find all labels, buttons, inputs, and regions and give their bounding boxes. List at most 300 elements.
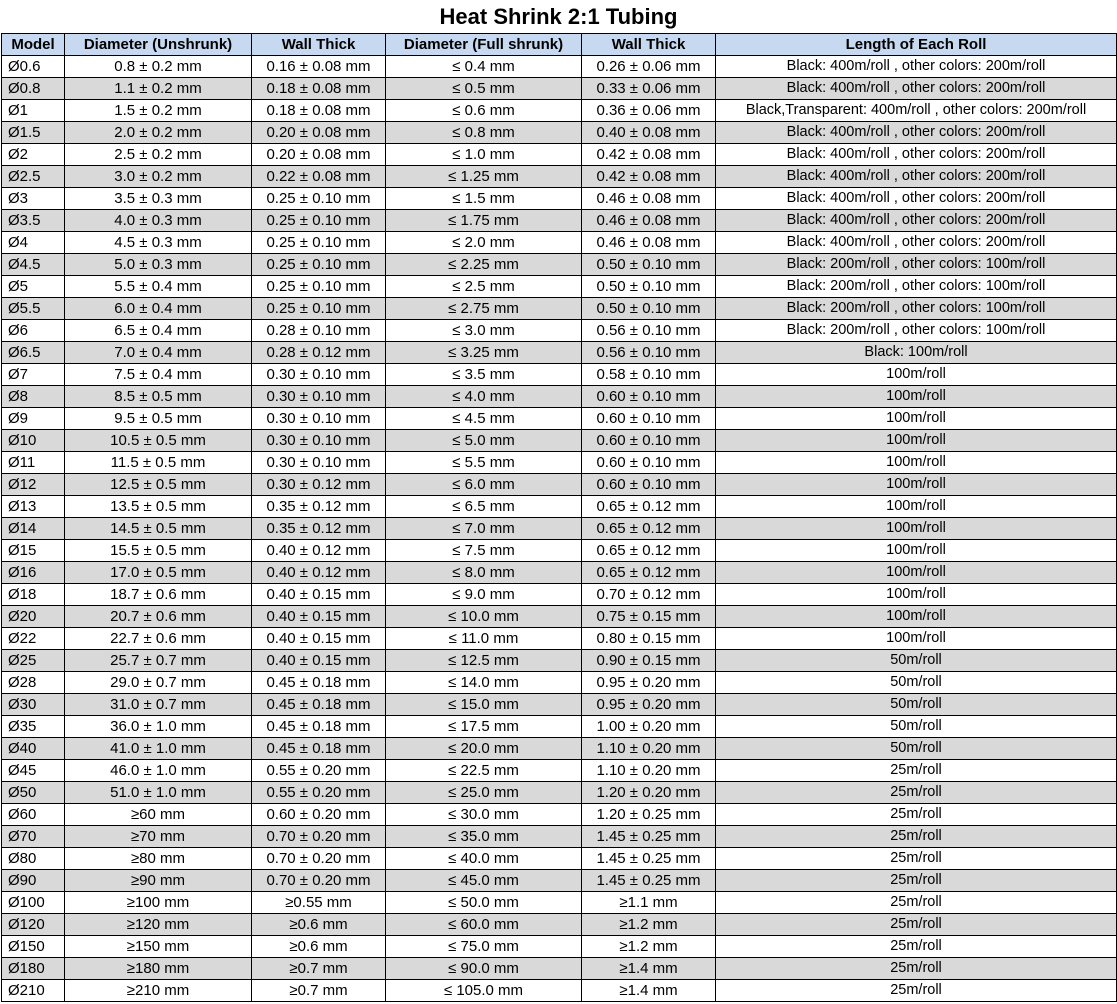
diameter-unshrunk-cell: 3.0 ± 0.2 mm xyxy=(65,166,252,188)
wall-thick-shrunk-cell: 0.75 ± 0.15 mm xyxy=(582,606,716,628)
diameter-shrunk-cell: ≤ 22.5 mm xyxy=(386,760,582,782)
table-row xyxy=(2,672,1117,694)
table-row xyxy=(2,914,1117,936)
spec-table xyxy=(1,33,1117,1002)
table-row xyxy=(2,980,1117,1002)
wall-thick-shrunk-cell: 0.50 ± 0.10 mm xyxy=(582,276,716,298)
wall-thick-unshrunk-cell: 0.35 ± 0.12 mm xyxy=(252,496,386,518)
diameter-unshrunk-cell: ≥120 mm xyxy=(65,914,252,936)
roll-length-cell: 25m/roll xyxy=(716,804,1117,826)
diameter-unshrunk-cell: 6.5 ± 0.4 mm xyxy=(65,320,252,342)
wall-thick-unshrunk-cell: 0.30 ± 0.10 mm xyxy=(252,364,386,386)
table-row xyxy=(2,78,1117,100)
roll-length-cell: 100m/roll xyxy=(716,584,1117,606)
table-row xyxy=(2,936,1117,958)
diameter-unshrunk-cell: 20.7 ± 0.6 mm xyxy=(65,606,252,628)
diameter-unshrunk-cell: ≥100 mm xyxy=(65,892,252,914)
wall-thick-unshrunk-cell: 0.70 ± 0.20 mm xyxy=(252,826,386,848)
wall-thick-shrunk-cell: ≥1.4 mm xyxy=(582,958,716,980)
header-row xyxy=(2,34,1117,56)
wall-thick-shrunk-cell: 0.60 ± 0.10 mm xyxy=(582,430,716,452)
wall-thick-shrunk-cell: 0.65 ± 0.12 mm xyxy=(582,496,716,518)
wall-thick-unshrunk-cell: 0.20 ± 0.08 mm xyxy=(252,144,386,166)
table-row xyxy=(2,540,1117,562)
wall-thick-unshrunk-cell: ≥0.7 mm xyxy=(252,980,386,1002)
header-wall-thick-shrunk: Wall Thick xyxy=(582,34,716,56)
table-row xyxy=(2,364,1117,386)
roll-length-cell: Black: 400m/roll , other colors: 200m/roll xyxy=(716,166,1117,188)
wall-thick-shrunk-cell: 0.42 ± 0.08 mm xyxy=(582,144,716,166)
diameter-shrunk-cell: ≤ 9.0 mm xyxy=(386,584,582,606)
diameter-unshrunk-cell: 46.0 ± 1.0 mm xyxy=(65,760,252,782)
roll-length-cell: 25m/roll xyxy=(716,870,1117,892)
diameter-shrunk-cell: ≤ 4.0 mm xyxy=(386,386,582,408)
model-cell: Ø11 xyxy=(2,452,65,474)
roll-length-cell: 100m/roll xyxy=(716,562,1117,584)
model-cell: Ø35 xyxy=(2,716,65,738)
table-row xyxy=(2,958,1117,980)
roll-length-cell: 50m/roll xyxy=(716,738,1117,760)
wall-thick-unshrunk-cell: 0.45 ± 0.18 mm xyxy=(252,738,386,760)
diameter-shrunk-cell: ≤ 2.25 mm xyxy=(386,254,582,276)
diameter-unshrunk-cell: ≥210 mm xyxy=(65,980,252,1002)
model-cell: Ø25 xyxy=(2,650,65,672)
wall-thick-shrunk-cell: 0.60 ± 0.10 mm xyxy=(582,474,716,496)
diameter-unshrunk-cell: ≥80 mm xyxy=(65,848,252,870)
model-cell: Ø100 xyxy=(2,892,65,914)
roll-length-cell: Black: 100m/roll xyxy=(716,342,1117,364)
model-cell: Ø1 xyxy=(2,100,65,122)
model-cell: Ø1.5 xyxy=(2,122,65,144)
diameter-unshrunk-cell: 4.5 ± 0.3 mm xyxy=(65,232,252,254)
wall-thick-unshrunk-cell: 0.45 ± 0.18 mm xyxy=(252,716,386,738)
table-row xyxy=(2,496,1117,518)
diameter-unshrunk-cell: 13.5 ± 0.5 mm xyxy=(65,496,252,518)
diameter-shrunk-cell: ≤ 0.6 mm xyxy=(386,100,582,122)
diameter-unshrunk-cell: ≥180 mm xyxy=(65,958,252,980)
roll-length-cell: Black: 400m/roll , other colors: 200m/roll xyxy=(716,210,1117,232)
diameter-shrunk-cell: ≤ 3.0 mm xyxy=(386,320,582,342)
wall-thick-shrunk-cell: 0.36 ± 0.06 mm xyxy=(582,100,716,122)
table-row xyxy=(2,870,1117,892)
diameter-shrunk-cell: ≤ 10.0 mm xyxy=(386,606,582,628)
wall-thick-shrunk-cell: 0.70 ± 0.12 mm xyxy=(582,584,716,606)
table-row xyxy=(2,408,1117,430)
diameter-shrunk-cell: ≤ 1.75 mm xyxy=(386,210,582,232)
roll-length-cell: Black: 400m/roll , other colors: 200m/roll xyxy=(716,232,1117,254)
wall-thick-unshrunk-cell: 0.70 ± 0.20 mm xyxy=(252,848,386,870)
wall-thick-unshrunk-cell: 0.30 ± 0.10 mm xyxy=(252,430,386,452)
diameter-shrunk-cell: ≤ 50.0 mm xyxy=(386,892,582,914)
model-cell: Ø45 xyxy=(2,760,65,782)
wall-thick-shrunk-cell: 0.65 ± 0.12 mm xyxy=(582,518,716,540)
model-cell: Ø40 xyxy=(2,738,65,760)
wall-thick-shrunk-cell: 0.56 ± 0.10 mm xyxy=(582,342,716,364)
model-cell: Ø50 xyxy=(2,782,65,804)
roll-length-cell: Black: 200m/roll , other colors: 100m/roll xyxy=(716,298,1117,320)
table-row xyxy=(2,606,1117,628)
diameter-unshrunk-cell: ≥150 mm xyxy=(65,936,252,958)
diameter-shrunk-cell: ≤ 35.0 mm xyxy=(386,826,582,848)
model-cell: Ø6 xyxy=(2,320,65,342)
table-row xyxy=(2,254,1117,276)
wall-thick-unshrunk-cell: 0.25 ± 0.10 mm xyxy=(252,210,386,232)
diameter-unshrunk-cell: 2.0 ± 0.2 mm xyxy=(65,122,252,144)
wall-thick-shrunk-cell: 0.50 ± 0.10 mm xyxy=(582,254,716,276)
roll-length-cell: 25m/roll xyxy=(716,892,1117,914)
diameter-shrunk-cell: ≤ 75.0 mm xyxy=(386,936,582,958)
wall-thick-unshrunk-cell: 0.35 ± 0.12 mm xyxy=(252,518,386,540)
wall-thick-shrunk-cell: 1.10 ± 0.20 mm xyxy=(582,738,716,760)
roll-length-cell: Black: 400m/roll , other colors: 200m/roll xyxy=(716,122,1117,144)
diameter-shrunk-cell: ≤ 14.0 mm xyxy=(386,672,582,694)
roll-length-cell: 25m/roll xyxy=(716,848,1117,870)
wall-thick-unshrunk-cell: 0.25 ± 0.10 mm xyxy=(252,298,386,320)
wall-thick-shrunk-cell: 0.80 ± 0.15 mm xyxy=(582,628,716,650)
wall-thick-shrunk-cell: 1.45 ± 0.25 mm xyxy=(582,848,716,870)
diameter-unshrunk-cell: 22.7 ± 0.6 mm xyxy=(65,628,252,650)
diameter-shrunk-cell: ≤ 2.75 mm xyxy=(386,298,582,320)
diameter-shrunk-cell: ≤ 20.0 mm xyxy=(386,738,582,760)
wall-thick-unshrunk-cell: 0.40 ± 0.15 mm xyxy=(252,606,386,628)
wall-thick-unshrunk-cell: ≥0.6 mm xyxy=(252,936,386,958)
roll-length-cell: 50m/roll xyxy=(716,716,1117,738)
model-cell: Ø90 xyxy=(2,870,65,892)
diameter-unshrunk-cell: ≥90 mm xyxy=(65,870,252,892)
model-cell: Ø18 xyxy=(2,584,65,606)
roll-length-cell: 100m/roll xyxy=(716,364,1117,386)
table-row xyxy=(2,848,1117,870)
diameter-shrunk-cell: ≤ 0.5 mm xyxy=(386,78,582,100)
roll-length-cell: 25m/roll xyxy=(716,782,1117,804)
wall-thick-shrunk-cell: 1.20 ± 0.20 mm xyxy=(582,782,716,804)
diameter-unshrunk-cell: 8.5 ± 0.5 mm xyxy=(65,386,252,408)
roll-length-cell: Black: 400m/roll , other colors: 200m/roll xyxy=(716,78,1117,100)
wall-thick-shrunk-cell: 0.50 ± 0.10 mm xyxy=(582,298,716,320)
table-row xyxy=(2,298,1117,320)
roll-length-cell: Black: 200m/roll , other colors: 100m/roll xyxy=(716,320,1117,342)
wall-thick-shrunk-cell: 0.60 ± 0.10 mm xyxy=(582,452,716,474)
model-cell: Ø28 xyxy=(2,672,65,694)
wall-thick-unshrunk-cell: 0.25 ± 0.10 mm xyxy=(252,232,386,254)
diameter-shrunk-cell: ≤ 60.0 mm xyxy=(386,914,582,936)
model-cell: Ø5.5 xyxy=(2,298,65,320)
header-model: Model xyxy=(2,34,65,56)
model-cell: Ø120 xyxy=(2,914,65,936)
roll-length-cell: 100m/roll xyxy=(716,606,1117,628)
table-row xyxy=(2,210,1117,232)
wall-thick-unshrunk-cell: 0.28 ± 0.12 mm xyxy=(252,342,386,364)
diameter-unshrunk-cell: 5.5 ± 0.4 mm xyxy=(65,276,252,298)
diameter-shrunk-cell: ≤ 12.5 mm xyxy=(386,650,582,672)
model-cell: Ø12 xyxy=(2,474,65,496)
wall-thick-unshrunk-cell: 0.55 ± 0.20 mm xyxy=(252,760,386,782)
wall-thick-unshrunk-cell: 0.40 ± 0.12 mm xyxy=(252,562,386,584)
wall-thick-unshrunk-cell: 0.45 ± 0.18 mm xyxy=(252,694,386,716)
wall-thick-unshrunk-cell: 0.40 ± 0.15 mm xyxy=(252,628,386,650)
roll-length-cell: Black: 400m/roll , other colors: 200m/roll xyxy=(716,144,1117,166)
model-cell: Ø2.5 xyxy=(2,166,65,188)
diameter-shrunk-cell: ≤ 30.0 mm xyxy=(386,804,582,826)
table-row xyxy=(2,386,1117,408)
wall-thick-shrunk-cell: 0.65 ± 0.12 mm xyxy=(582,540,716,562)
table-row xyxy=(2,342,1117,364)
wall-thick-shrunk-cell: 0.26 ± 0.06 mm xyxy=(582,56,716,78)
model-cell: Ø16 xyxy=(2,562,65,584)
diameter-shrunk-cell: ≤ 90.0 mm xyxy=(386,958,582,980)
table-row xyxy=(2,562,1117,584)
diameter-shrunk-cell: ≤ 8.0 mm xyxy=(386,562,582,584)
table-row xyxy=(2,826,1117,848)
table-row xyxy=(2,650,1117,672)
model-cell: Ø4 xyxy=(2,232,65,254)
roll-length-cell: 25m/roll xyxy=(716,980,1117,1002)
header-diameter-full-shrunk: Diameter (Full shrunk) xyxy=(386,34,582,56)
diameter-shrunk-cell: ≤ 6.0 mm xyxy=(386,474,582,496)
wall-thick-unshrunk-cell: 0.55 ± 0.20 mm xyxy=(252,782,386,804)
wall-thick-unshrunk-cell: 0.30 ± 0.10 mm xyxy=(252,408,386,430)
model-cell: Ø15 xyxy=(2,540,65,562)
diameter-unshrunk-cell: 51.0 ± 1.0 mm xyxy=(65,782,252,804)
diameter-unshrunk-cell: 7.0 ± 0.4 mm xyxy=(65,342,252,364)
table-row xyxy=(2,320,1117,342)
wall-thick-unshrunk-cell: ≥0.6 mm xyxy=(252,914,386,936)
roll-length-cell: 25m/roll xyxy=(716,760,1117,782)
roll-length-cell: 100m/roll xyxy=(716,496,1117,518)
wall-thick-shrunk-cell: 0.90 ± 0.15 mm xyxy=(582,650,716,672)
wall-thick-unshrunk-cell: 0.30 ± 0.10 mm xyxy=(252,386,386,408)
wall-thick-unshrunk-cell: 0.30 ± 0.12 mm xyxy=(252,474,386,496)
diameter-shrunk-cell: ≤ 4.5 mm xyxy=(386,408,582,430)
model-cell: Ø5 xyxy=(2,276,65,298)
wall-thick-shrunk-cell: 0.33 ± 0.06 mm xyxy=(582,78,716,100)
model-cell: Ø4.5 xyxy=(2,254,65,276)
table-row xyxy=(2,166,1117,188)
diameter-unshrunk-cell: 1.5 ± 0.2 mm xyxy=(65,100,252,122)
diameter-shrunk-cell: ≤ 0.4 mm xyxy=(386,56,582,78)
roll-length-cell: Black: 200m/roll , other colors: 100m/roll xyxy=(716,276,1117,298)
diameter-shrunk-cell: ≤ 105.0 mm xyxy=(386,980,582,1002)
wall-thick-shrunk-cell: 0.46 ± 0.08 mm xyxy=(582,188,716,210)
model-cell: Ø3 xyxy=(2,188,65,210)
wall-thick-shrunk-cell: 0.58 ± 0.10 mm xyxy=(582,364,716,386)
table-row xyxy=(2,892,1117,914)
wall-thick-unshrunk-cell: 0.60 ± 0.20 mm xyxy=(252,804,386,826)
wall-thick-shrunk-cell: 0.60 ± 0.10 mm xyxy=(582,386,716,408)
model-cell: Ø9 xyxy=(2,408,65,430)
table-row xyxy=(2,430,1117,452)
wall-thick-shrunk-cell: 0.46 ± 0.08 mm xyxy=(582,210,716,232)
roll-length-cell: 100m/roll xyxy=(716,386,1117,408)
diameter-unshrunk-cell: 10.5 ± 0.5 mm xyxy=(65,430,252,452)
model-cell: Ø7 xyxy=(2,364,65,386)
wall-thick-shrunk-cell: 0.42 ± 0.08 mm xyxy=(582,166,716,188)
diameter-unshrunk-cell: 15.5 ± 0.5 mm xyxy=(65,540,252,562)
wall-thick-unshrunk-cell: 0.40 ± 0.12 mm xyxy=(252,540,386,562)
diameter-unshrunk-cell: 11.5 ± 0.5 mm xyxy=(65,452,252,474)
diameter-shrunk-cell: ≤ 7.0 mm xyxy=(386,518,582,540)
roll-length-cell: 100m/roll xyxy=(716,408,1117,430)
table-row xyxy=(2,716,1117,738)
wall-thick-unshrunk-cell: 0.16 ± 0.08 mm xyxy=(252,56,386,78)
wall-thick-shrunk-cell: 0.56 ± 0.10 mm xyxy=(582,320,716,342)
model-cell: Ø13 xyxy=(2,496,65,518)
wall-thick-unshrunk-cell: 0.20 ± 0.08 mm xyxy=(252,122,386,144)
roll-length-cell: 100m/roll xyxy=(716,540,1117,562)
diameter-shrunk-cell: ≤ 40.0 mm xyxy=(386,848,582,870)
roll-length-cell: 100m/roll xyxy=(716,518,1117,540)
model-cell: Ø0.6 xyxy=(2,56,65,78)
diameter-unshrunk-cell: 7.5 ± 0.4 mm xyxy=(65,364,252,386)
diameter-unshrunk-cell: 9.5 ± 0.5 mm xyxy=(65,408,252,430)
wall-thick-shrunk-cell: 0.95 ± 0.20 mm xyxy=(582,672,716,694)
diameter-unshrunk-cell: 18.7 ± 0.6 mm xyxy=(65,584,252,606)
diameter-unshrunk-cell: 17.0 ± 0.5 mm xyxy=(65,562,252,584)
roll-length-cell: 100m/roll xyxy=(716,474,1117,496)
diameter-shrunk-cell: ≤ 1.25 mm xyxy=(386,166,582,188)
diameter-unshrunk-cell: 41.0 ± 1.0 mm xyxy=(65,738,252,760)
wall-thick-unshrunk-cell: ≥0.7 mm xyxy=(252,958,386,980)
diameter-unshrunk-cell: 29.0 ± 0.7 mm xyxy=(65,672,252,694)
wall-thick-shrunk-cell: 0.40 ± 0.08 mm xyxy=(582,122,716,144)
table-row xyxy=(2,144,1117,166)
diameter-unshrunk-cell: 12.5 ± 0.5 mm xyxy=(65,474,252,496)
table-row xyxy=(2,738,1117,760)
wall-thick-unshrunk-cell: 0.25 ± 0.10 mm xyxy=(252,276,386,298)
table-row xyxy=(2,452,1117,474)
model-cell: Ø70 xyxy=(2,826,65,848)
roll-length-cell: 50m/roll xyxy=(716,650,1117,672)
wall-thick-unshrunk-cell: 0.40 ± 0.15 mm xyxy=(252,650,386,672)
table-row xyxy=(2,232,1117,254)
model-cell: Ø3.5 xyxy=(2,210,65,232)
roll-length-cell: 100m/roll xyxy=(716,430,1117,452)
header-diameter-unshrunk: Diameter (Unshrunk) xyxy=(65,34,252,56)
diameter-shrunk-cell: ≤ 45.0 mm xyxy=(386,870,582,892)
model-cell: Ø180 xyxy=(2,958,65,980)
model-cell: Ø10 xyxy=(2,430,65,452)
wall-thick-shrunk-cell: 1.20 ± 0.25 mm xyxy=(582,804,716,826)
wall-thick-unshrunk-cell: 0.70 ± 0.20 mm xyxy=(252,870,386,892)
table-body xyxy=(2,56,1117,1002)
roll-length-cell: 25m/roll xyxy=(716,936,1117,958)
diameter-shrunk-cell: ≤ 17.5 mm xyxy=(386,716,582,738)
diameter-unshrunk-cell: 36.0 ± 1.0 mm xyxy=(65,716,252,738)
roll-length-cell: Black: 400m/roll , other colors: 200m/roll xyxy=(716,56,1117,78)
wall-thick-unshrunk-cell: 0.28 ± 0.10 mm xyxy=(252,320,386,342)
page-title: Heat Shrink 2:1 Tubing xyxy=(439,4,678,29)
diameter-shrunk-cell: ≤ 2.5 mm xyxy=(386,276,582,298)
diameter-shrunk-cell: ≤ 6.5 mm xyxy=(386,496,582,518)
diameter-unshrunk-cell: 31.0 ± 0.7 mm xyxy=(65,694,252,716)
diameter-unshrunk-cell: 3.5 ± 0.3 mm xyxy=(65,188,252,210)
model-cell: Ø0.8 xyxy=(2,78,65,100)
table-row xyxy=(2,628,1117,650)
wall-thick-unshrunk-cell: 0.18 ± 0.08 mm xyxy=(252,78,386,100)
roll-length-cell: 100m/roll xyxy=(716,452,1117,474)
roll-length-cell: Black: 400m/roll , other colors: 200m/roll xyxy=(716,188,1117,210)
diameter-unshrunk-cell: 5.0 ± 0.3 mm xyxy=(65,254,252,276)
table-row xyxy=(2,584,1117,606)
diameter-unshrunk-cell: ≥60 mm xyxy=(65,804,252,826)
wall-thick-unshrunk-cell: 0.40 ± 0.15 mm xyxy=(252,584,386,606)
diameter-unshrunk-cell: ≥70 mm xyxy=(65,826,252,848)
model-cell: Ø22 xyxy=(2,628,65,650)
wall-thick-shrunk-cell: ≥1.2 mm xyxy=(582,936,716,958)
roll-length-cell: 100m/roll xyxy=(716,628,1117,650)
table-row xyxy=(2,518,1117,540)
roll-length-cell: Black,Transparent: 400m/roll , other colors: 200m/roll xyxy=(716,100,1117,122)
wall-thick-unshrunk-cell: 0.18 ± 0.08 mm xyxy=(252,100,386,122)
diameter-unshrunk-cell: 4.0 ± 0.3 mm xyxy=(65,210,252,232)
model-cell: Ø14 xyxy=(2,518,65,540)
table-row xyxy=(2,100,1117,122)
table-row xyxy=(2,694,1117,716)
roll-length-cell: 25m/roll xyxy=(716,958,1117,980)
model-cell: Ø8 xyxy=(2,386,65,408)
diameter-shrunk-cell: ≤ 15.0 mm xyxy=(386,694,582,716)
table-row xyxy=(2,188,1117,210)
wall-thick-shrunk-cell: 0.65 ± 0.12 mm xyxy=(582,562,716,584)
diameter-unshrunk-cell: 14.5 ± 0.5 mm xyxy=(65,518,252,540)
diameter-shrunk-cell: ≤ 2.0 mm xyxy=(386,232,582,254)
roll-length-cell: 50m/roll xyxy=(716,694,1117,716)
diameter-unshrunk-cell: 25.7 ± 0.7 mm xyxy=(65,650,252,672)
wall-thick-unshrunk-cell: 0.25 ± 0.10 mm xyxy=(252,188,386,210)
header-wall-thick-unshrunk: Wall Thick xyxy=(252,34,386,56)
wall-thick-unshrunk-cell: 0.25 ± 0.10 mm xyxy=(252,254,386,276)
diameter-unshrunk-cell: 0.8 ± 0.2 mm xyxy=(65,56,252,78)
table-header xyxy=(2,34,1117,56)
model-cell: Ø6.5 xyxy=(2,342,65,364)
diameter-unshrunk-cell: 2.5 ± 0.2 mm xyxy=(65,144,252,166)
header-length-of-each-roll: Length of Each Roll xyxy=(716,34,1117,56)
diameter-shrunk-cell: ≤ 25.0 mm xyxy=(386,782,582,804)
diameter-shrunk-cell: ≤ 5.0 mm xyxy=(386,430,582,452)
wall-thick-shrunk-cell: 0.60 ± 0.10 mm xyxy=(582,408,716,430)
wall-thick-shrunk-cell: ≥1.4 mm xyxy=(582,980,716,1002)
table-row xyxy=(2,804,1117,826)
table-row xyxy=(2,474,1117,496)
model-cell: Ø80 xyxy=(2,848,65,870)
table-row xyxy=(2,56,1117,78)
wall-thick-unshrunk-cell: 0.22 ± 0.08 mm xyxy=(252,166,386,188)
wall-thick-unshrunk-cell: 0.45 ± 0.18 mm xyxy=(252,672,386,694)
wall-thick-shrunk-cell: 1.10 ± 0.20 mm xyxy=(582,760,716,782)
diameter-shrunk-cell: ≤ 1.0 mm xyxy=(386,144,582,166)
diameter-shrunk-cell: ≤ 1.5 mm xyxy=(386,188,582,210)
roll-length-cell: 25m/roll xyxy=(716,914,1117,936)
roll-length-cell: Black: 200m/roll , other colors: 100m/roll xyxy=(716,254,1117,276)
diameter-unshrunk-cell: 6.0 ± 0.4 mm xyxy=(65,298,252,320)
wall-thick-shrunk-cell: 0.95 ± 0.20 mm xyxy=(582,694,716,716)
table-row xyxy=(2,760,1117,782)
diameter-shrunk-cell: ≤ 3.5 mm xyxy=(386,364,582,386)
model-cell: Ø60 xyxy=(2,804,65,826)
table-row xyxy=(2,782,1117,804)
diameter-unshrunk-cell: 1.1 ± 0.2 mm xyxy=(65,78,252,100)
model-cell: Ø20 xyxy=(2,606,65,628)
wall-thick-unshrunk-cell: 0.30 ± 0.10 mm xyxy=(252,452,386,474)
wall-thick-shrunk-cell: 1.00 ± 0.20 mm xyxy=(582,716,716,738)
model-cell: Ø30 xyxy=(2,694,65,716)
diameter-shrunk-cell: ≤ 7.5 mm xyxy=(386,540,582,562)
roll-length-cell: 50m/roll xyxy=(716,672,1117,694)
diameter-shrunk-cell: ≤ 5.5 mm xyxy=(386,452,582,474)
model-cell: Ø210 xyxy=(2,980,65,1002)
diameter-shrunk-cell: ≤ 3.25 mm xyxy=(386,342,582,364)
model-cell: Ø2 xyxy=(2,144,65,166)
